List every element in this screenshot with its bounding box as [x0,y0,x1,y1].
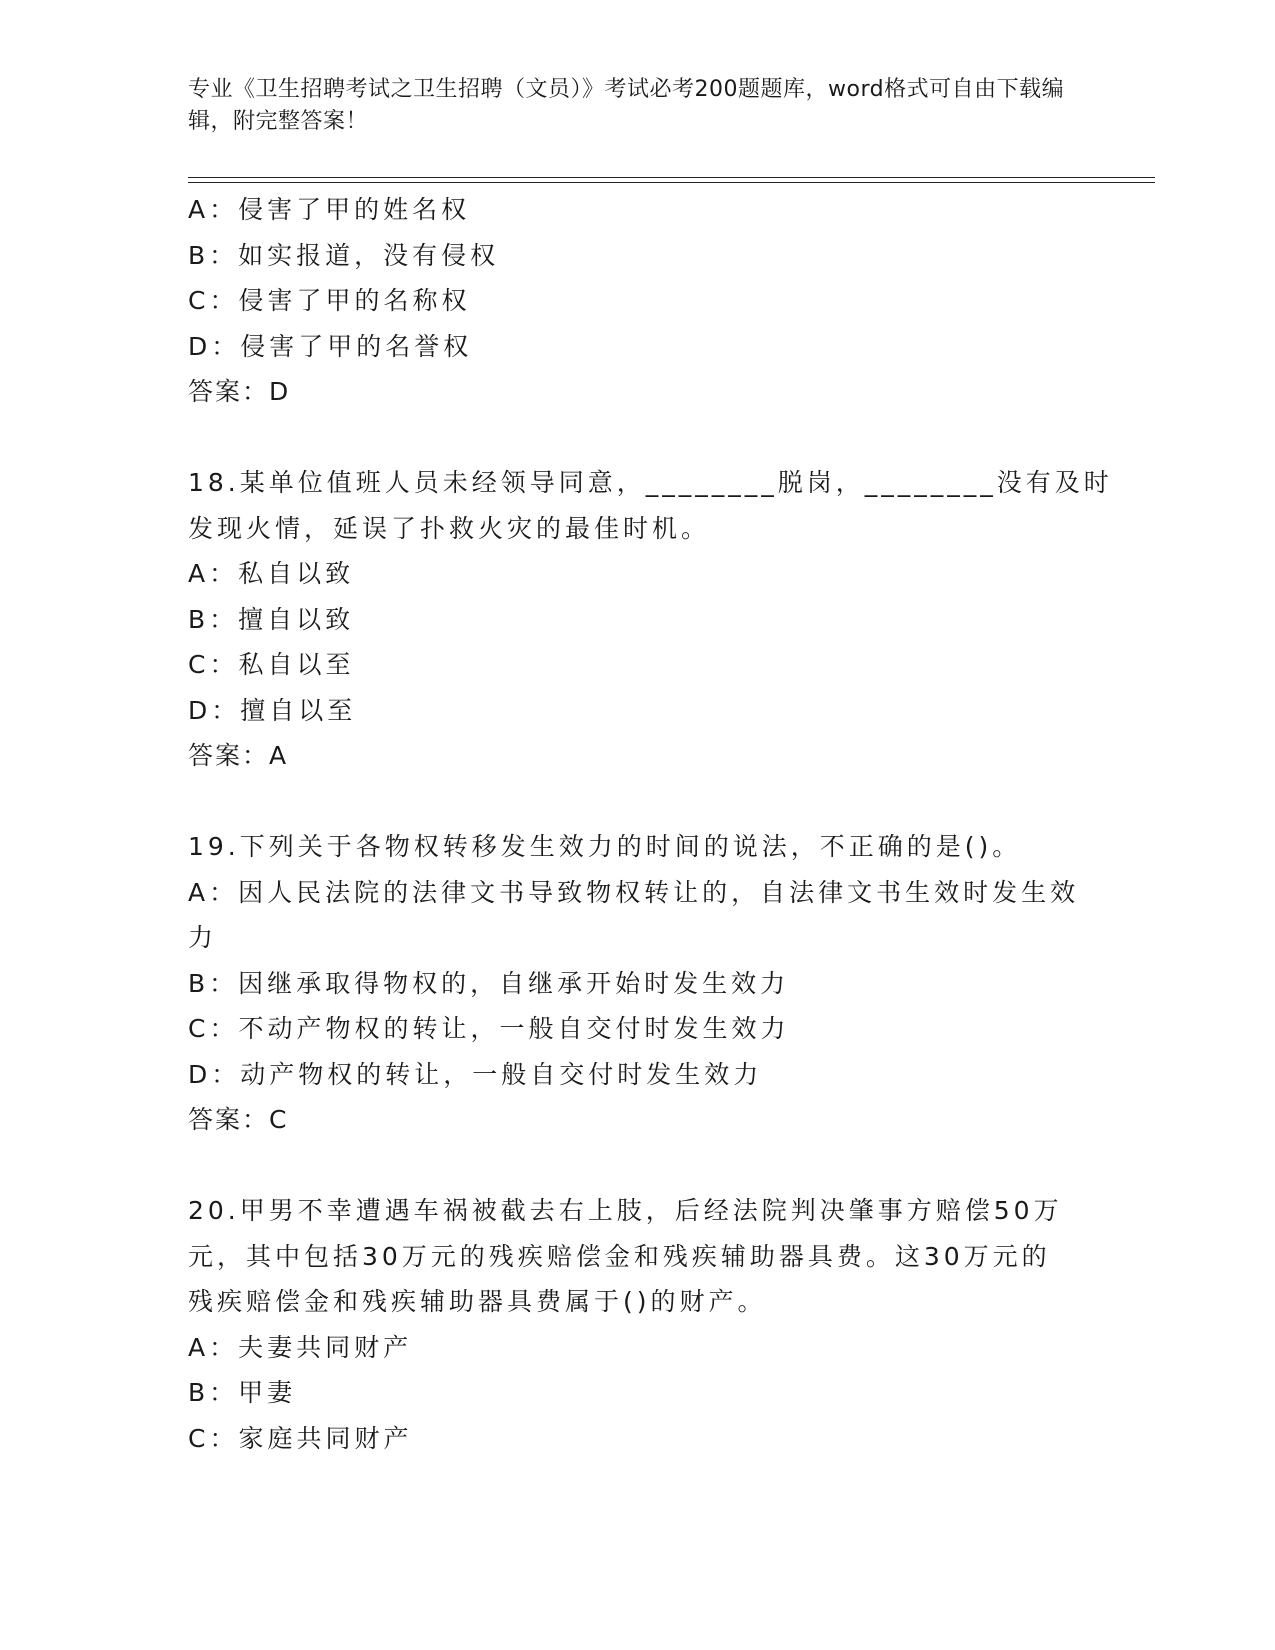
q19-option-a-line-2: 力 [188,923,218,952]
header-divider-bottom [188,182,1155,183]
q18-stem-line-1: 18.某单位值班人员未经领导同意，________脱岗，________没有及时 [188,468,1113,497]
q19-option-a-line-1: A：因人民法院的法律文书导致物权转让的，自法律文书生效时发生效 [188,877,1080,907]
header-divider-top [188,177,1155,178]
q18-answer: 答案：A [188,741,289,770]
q20-stem-line-3: 残疾赔偿金和残疾辅助器具费属于()的财产。 [188,1287,767,1316]
q18-stem-line-2: 发现火情，延误了扑救火灾的最佳时机。 [188,513,711,543]
document-header: 专业《卫生招聘考试之卫生招聘（文员）》考试必考200题题库，word格式可自由下载编辑，附完整答案！ [188,77,1065,134]
q17-option-c: C：侵害了甲的名称权 [188,286,471,315]
q19-stem: 19.下列关于各物权转移发生效力的时间的说法，不正确的是()。 [188,832,1022,861]
q17-option-a: A：侵害了甲的姓名权 [188,195,471,224]
q18-option-d: D：擅自以至 [188,695,357,725]
q19-option-b: B：因继承取得物权的，自继承开始时发生效力 [188,968,790,998]
q20-stem-line-1: 20.甲男不幸遭遇车祸被截去右上肢，后经法院判决肇事方赔偿50万 [188,1196,1063,1225]
q19-option-c: C：不动产物权的转让，一般自交付时发生效力 [188,1014,790,1043]
q18-option-a: A：私自以致 [188,559,355,588]
q17-answer: 答案：D [188,377,291,406]
q19-answer: 答案：C [188,1105,289,1134]
q18-option-c: C：私自以至 [188,650,355,679]
q20-option-b: B：甲妻 [188,1378,297,1407]
q19-option-d: D：动产物权的转让，一般自交付时发生效力 [188,1059,763,1089]
q17-option-b: B：如实报道，没有侵权 [188,240,500,270]
q20-option-c: C：家庭共同财产 [188,1423,413,1453]
q20-stem-line-2: 元，其中包括30万元的残疾赔偿金和残疾辅助器具费。这30万元的 [188,1241,1051,1271]
question-content [188,187,1113,1461]
q17-option-d: D：侵害了甲的名誉权 [188,331,473,361]
q18-option-b: B：擅自以致 [188,604,355,634]
q20-option-a: A：夫妻共同财产 [188,1332,413,1362]
